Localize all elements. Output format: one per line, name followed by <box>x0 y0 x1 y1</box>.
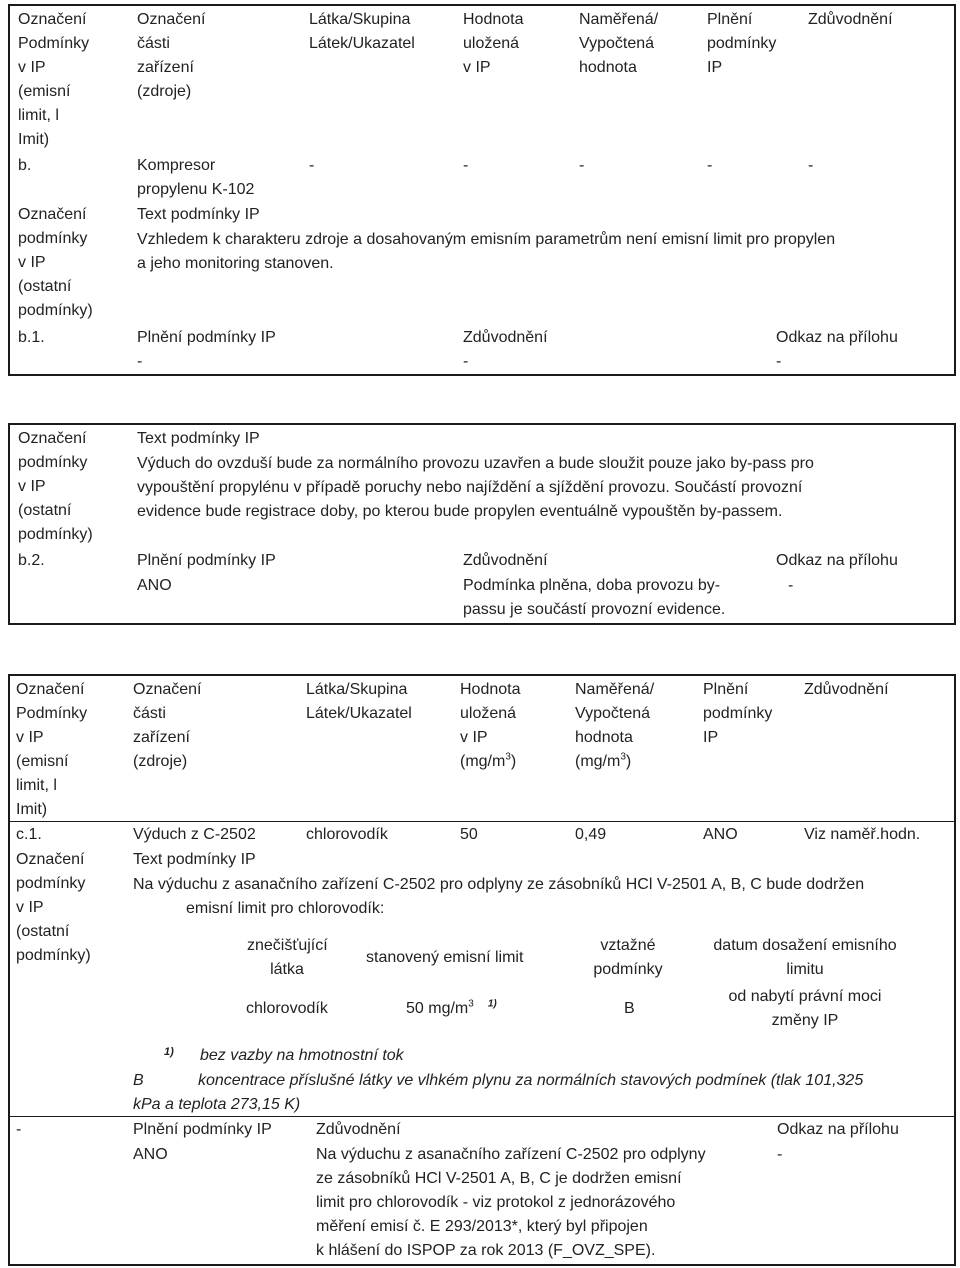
header-fulfilment: Plnění podmínky IP <box>707 11 777 76</box>
sub-value-attachment: - <box>788 577 794 594</box>
row-fulfilment: ANO <box>703 826 738 843</box>
limit-header-date: datum dosažení emisního limitu <box>713 937 897 978</box>
footnote-b-text2: kPa a teplota 273,15 K) <box>133 1096 301 1113</box>
footnote-1-mark: 1) <box>164 1046 174 1058</box>
sub-header-justification: Zdůvodnění <box>463 329 548 346</box>
header-fulfilment: Plnění podmínky IP <box>703 681 773 746</box>
limit-header-limit: stanovený emisní limit <box>366 949 524 966</box>
limit-row-pollutant: chlorovodík <box>246 1000 328 1017</box>
condition-text: Vzhledem k charakteru zdroje a dosahovaným emisním parametrům není emisní limit pro propylen a jeho monitoring stanoven. <box>137 231 836 272</box>
row-substance: chlorovodík <box>306 826 388 843</box>
row-id: c.1. <box>16 826 42 843</box>
sub-header-fulfilment: Plnění podmínky IP <box>137 329 276 346</box>
row-dash-justification: - <box>808 157 814 174</box>
header-stored-unit: $(mg/m^3)$ <box>460 751 517 770</box>
sub-value-fulfilment: - <box>137 353 143 370</box>
condition-text-heading: Text podmínky IP <box>137 430 260 447</box>
sub-header-justification: Zdůvodnění <box>316 1121 401 1138</box>
condition-table-b2 <box>8 423 956 625</box>
limit-row-date: od nabytí právní moci změny IP <box>728 988 882 1029</box>
sub-id: b.2. <box>18 552 45 569</box>
row-stored-value: 50 <box>460 826 478 843</box>
limit-header-pollutant: znečišťující látka <box>247 937 328 978</box>
sub-value-attachment: - <box>777 1146 783 1163</box>
header-substance: Látka/Skupina Látek/Ukazatel <box>306 681 412 722</box>
footnote-b-text: koncentrace příslušné látky ve vlhkém plynu za normálních stavových podmínek (tlak 101,325 <box>198 1072 864 1089</box>
header-justification: Zdůvodnění <box>804 681 889 698</box>
sub-value-fulfilment: ANO <box>137 577 172 594</box>
row-dash-substance: - <box>309 157 315 174</box>
condition-text-line2: emisní limit pro chlorovodík: <box>186 900 385 917</box>
footnote-b-mark: B <box>133 1072 144 1089</box>
row-source: Kompresor propylenu K-102 <box>137 157 255 198</box>
header-measured-value: Naměřená/ Vypočtená hodnota <box>575 681 655 746</box>
header-measured-unit: $(mg/m^3)$ <box>575 751 632 770</box>
header-measured-value: Naměřená/ Vypočtená hodnota <box>579 11 659 76</box>
sub-value-justification: Na výduchu z asanačního zařízení C-2502 pro odplyny ze zásobníků HCl V-2501 A, B, C je dodržen emisní limit pro chlorovodík - viz protokol z jednorázového měření emisí č. E 293/2013*, který byl připojen k hlášení do ISPOP za rok 2013 (F_OVZ_SPE). <box>316 1146 706 1259</box>
row-dash-stored: - <box>463 157 469 174</box>
sub-header-attachment: Odkaz na přílohu <box>776 329 898 346</box>
sub-value-fulfilment: ANO <box>133 1146 168 1163</box>
sub-value-justification: Podmínka plněna, doba provozu by- passu je součástí provozní evidence. <box>463 577 726 618</box>
condition-text: Výduch do ovzduší bude za normálního provozu uzavřen a bude sloužit pouze jako by-pass pro vypouštění propylénu v případě poruchy nebo najíždění a sjíždění provozu. Součástí provozní evidence bude registrace doby, po kterou bude propylen eventuálně vypouštěn by-passem. <box>137 455 814 520</box>
row-measured-value: 0,49 <box>575 826 607 843</box>
row-source: Výduch z C-2502 <box>133 826 256 843</box>
sub-header-fulfilment: Plnění podmínky IP <box>133 1121 272 1138</box>
condition-label: Označení podmínky v IP (ostatní podmínky) <box>18 430 93 543</box>
row-dash-fulfilment: - <box>707 157 713 174</box>
emission-limit-table-c <box>8 674 956 1266</box>
row-id: b. <box>18 157 32 174</box>
header-substance: Látka/Skupina Látek/Ukazatel <box>309 11 415 52</box>
header-condition-id: Označení Podmínky v IP (emisní limit, l Imit) <box>16 681 88 818</box>
sub-id: b.1. <box>18 329 45 346</box>
header-condition-id: Označení Podmínky v IP (emisní limit, l Imit) <box>18 11 90 148</box>
sub-top-rule <box>10 1116 954 1117</box>
row-justification: Viz naměř.hodn. <box>804 826 921 843</box>
limit-header-conditions: vztažné podmínky <box>593 937 663 978</box>
header-source: Označení části zařízení (zdroje) <box>137 11 206 100</box>
sub-id: - <box>16 1121 22 1138</box>
condition-label: Označení podmínky v IP (ostatní podmínky) <box>18 206 93 319</box>
sub-value-attachment: - <box>776 353 782 370</box>
header-justification: Zdůvodnění <box>808 11 893 28</box>
limit-row-limit: 50 $mg/m^3$ $^{1)}$ <box>406 998 497 1017</box>
condition-label: Označení podmínky v IP (ostatní podmínky) <box>16 851 91 964</box>
condition-text-heading: Text podmínky IP <box>137 206 260 223</box>
sub-value-justification: - <box>463 353 469 370</box>
header-stored-value: Hodnota uložená v IP <box>460 681 521 746</box>
header-stored-value: Hodnota uložená v IP <box>463 11 524 76</box>
header-source: Označení části zařízení (zdroje) <box>133 681 202 770</box>
sub-header-justification: Zdůvodnění <box>463 552 548 569</box>
sub-header-attachment: Odkaz na přílohu <box>777 1121 899 1138</box>
condition-text-line1: Na výduchu z asanačního zařízení C-2502 pro odplyny ze zásobníků HCl V-2501 A, B, C bude dodržen <box>133 876 865 893</box>
sub-header-attachment: Odkaz na přílohu <box>776 552 898 569</box>
row-dash-measured: - <box>579 157 585 174</box>
emission-limit-table-b <box>8 4 956 376</box>
condition-text-heading: Text podmínky IP <box>133 851 256 868</box>
sub-header-fulfilment: Plnění podmínky IP <box>137 552 276 569</box>
footnote-1-text: bez vazby na hmotnostní tok <box>200 1047 404 1064</box>
limit-row-conditions: B <box>624 1000 635 1017</box>
row-top-rule <box>10 821 954 822</box>
